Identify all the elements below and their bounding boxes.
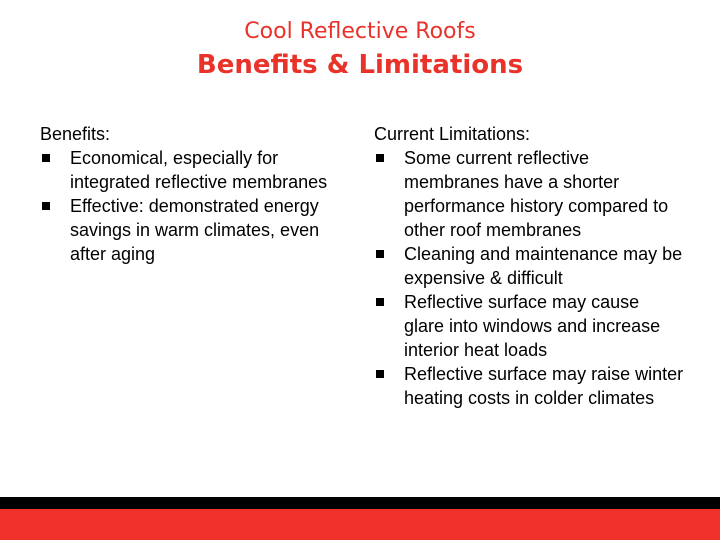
list-item-text: Reflective surface may raise winter heating costs in colder climates: [404, 364, 684, 408]
limitations-column: [374, 122, 684, 410]
footer-divider: [0, 497, 720, 509]
square-bullet-icon: [376, 298, 384, 306]
slide-title-sub: Benefits & Limitations: [196, 50, 524, 80]
list-item: [40, 194, 350, 266]
list-item-text: Reflective surface may cause glare into windows and increase interior heat loads: [404, 292, 661, 360]
benefits-heading: Benefits:: [40, 124, 111, 144]
slide-title-main: Cool Reflective Roofs: [244, 19, 476, 44]
slide-title: [0, 18, 720, 82]
square-bullet-icon: [42, 154, 50, 162]
list-item-text: Cleaning and maintenance may be expensive & difficult: [404, 244, 683, 288]
list-item: [40, 146, 350, 194]
benefits-list: [40, 146, 350, 266]
square-bullet-icon: [376, 250, 384, 258]
limitations-heading: Current Limitations:: [374, 124, 531, 144]
square-bullet-icon: [376, 370, 384, 378]
benefits-column: [40, 122, 350, 266]
list-item: [374, 146, 684, 242]
list-item: [374, 290, 684, 362]
list-item: [374, 362, 684, 410]
limitations-list: [374, 146, 684, 410]
list-item: [374, 242, 684, 290]
list-item-text: Effective: demonstrated energy savings in warm climates, even after aging: [70, 196, 320, 264]
list-item-text: Economical, especially for integrated reflective membranes: [70, 148, 328, 192]
footer-accent-bar: [0, 509, 720, 540]
list-item-text: Some current reflective membranes have a shorter performance history compared to other roof membranes: [404, 148, 669, 240]
square-bullet-icon: [42, 202, 50, 210]
square-bullet-icon: [376, 154, 384, 162]
